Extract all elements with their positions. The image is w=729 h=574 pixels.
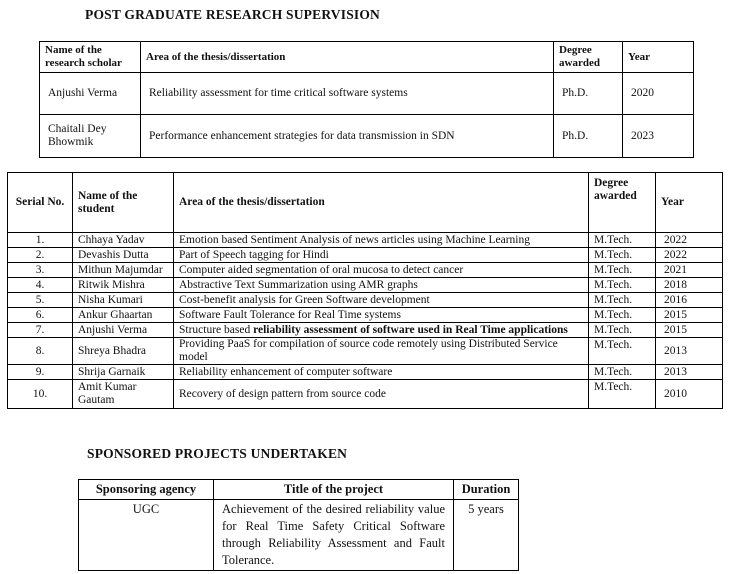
phd-supervision-table <box>39 41 694 158</box>
serial-cell: 10. <box>8 380 73 409</box>
phd-section-heading: POST GRADUATE RESEARCH SUPERVISION <box>85 7 381 22</box>
student-name-cell: Nisha Kumari <box>73 293 174 308</box>
table-row <box>8 380 723 409</box>
thesis-area-cell: Computer aided segmentation of oral mucosa to detect cancer <box>174 263 589 278</box>
degree-cell: M.Tech. <box>589 308 656 323</box>
table-row <box>8 323 723 338</box>
degree-cell: M.Tech. <box>589 293 656 308</box>
table-header-row <box>79 480 519 500</box>
degree-cell: M.Tech. <box>589 278 656 293</box>
serial-cell: 3. <box>8 263 73 278</box>
student-name-col-header: Name of the student <box>73 173 174 233</box>
year-cell: 2015 <box>656 323 723 338</box>
year-cell: 2022 <box>656 233 723 248</box>
scholar-name-col-header: Name of the research scholar <box>40 42 141 73</box>
serial-cell: 5. <box>8 293 73 308</box>
student-name-cell: Chhaya Yadav <box>73 233 174 248</box>
student-name-cell: Ankur Ghaartan <box>73 308 174 323</box>
table-row <box>40 115 694 158</box>
degree-cell: M.Tech. <box>589 233 656 248</box>
thesis-area-text: Structure based <box>179 323 254 336</box>
degree-col-header: Degree awarded <box>554 42 623 73</box>
student-name-cell: Devashis Dutta <box>73 248 174 263</box>
serial-col-header: Serial No. <box>8 173 73 233</box>
thesis-area-cell <box>174 323 589 338</box>
serial-cell: 8. <box>8 338 73 365</box>
year-cell: 2023 <box>623 115 694 158</box>
year-col-header: Year <box>656 173 723 233</box>
project-title-cell: Achievement of the desired reliability value for Real Time Safety Critical Software through Reliability Assessment and Fault Tolerance. <box>214 500 454 571</box>
degree-col-header: Degree awarded <box>589 173 656 233</box>
degree-cell: M.Tech. <box>589 248 656 263</box>
table-row <box>8 233 723 248</box>
year-cell: 2020 <box>623 73 694 115</box>
year-cell: 2015 <box>656 308 723 323</box>
table-row <box>40 73 694 115</box>
thesis-area-cell: Reliability enhancement of computer software <box>174 365 589 380</box>
degree-cell: M.Tech. <box>589 365 656 380</box>
thesis-area-cell: Emotion based Sentiment Analysis of news articles using Machine Learning <box>174 233 589 248</box>
year-cell: 2016 <box>656 293 723 308</box>
thesis-area-cell: Cost-benefit analysis for Green Software development <box>174 293 589 308</box>
degree-cell: M.Tech. <box>589 323 656 338</box>
year-col-header: Year <box>623 42 694 73</box>
agency-cell: UGC <box>79 500 214 571</box>
degree-cell: M.Tech. <box>589 380 656 409</box>
degree-cell: Ph.D. <box>554 115 623 158</box>
mtech-supervision-table <box>7 172 723 409</box>
table-row <box>8 338 723 365</box>
thesis-area-bold-text: reliability assessment of software used in Real Time applications <box>253 323 568 336</box>
student-name-cell: Mithun Majumdar <box>73 263 174 278</box>
table-header-row <box>40 42 694 73</box>
year-cell: 2018 <box>656 278 723 293</box>
thesis-area-col-header: Area of the thesis/dissertation <box>141 42 554 73</box>
year-cell: 2013 <box>656 338 723 365</box>
table-row <box>79 500 519 571</box>
duration-col-header: Duration <box>454 480 519 500</box>
year-cell: 2022 <box>656 248 723 263</box>
serial-cell: 4. <box>8 278 73 293</box>
agency-col-header: Sponsoring agency <box>79 480 214 500</box>
table-row <box>8 365 723 380</box>
degree-cell: Ph.D. <box>554 73 623 115</box>
student-name-cell: Shrija Garnaik <box>73 365 174 380</box>
thesis-area-cell: Software Fault Tolerance for Real Time systems <box>174 308 589 323</box>
table-row <box>8 263 723 278</box>
table-row <box>8 293 723 308</box>
project-title-col-header: Title of the project <box>214 480 454 500</box>
thesis-area-cell: Performance enhancement strategies for data transmission in SDN <box>141 115 554 158</box>
student-name-cell: Anjushi Verma <box>73 323 174 338</box>
table-header-row <box>8 173 723 233</box>
degree-cell: M.Tech. <box>589 263 656 278</box>
duration-cell: 5 years <box>454 500 519 571</box>
serial-cell: 6. <box>8 308 73 323</box>
table-row <box>8 278 723 293</box>
table-row <box>8 308 723 323</box>
student-name-cell: Amit Kumar Gautam <box>73 380 174 409</box>
scholar-name-cell: Anjushi Verma <box>40 73 141 115</box>
thesis-area-cell: Providing PaaS for compilation of source code remotely using Distributed Service model <box>174 338 589 365</box>
serial-cell: 9. <box>8 365 73 380</box>
year-cell: 2013 <box>656 365 723 380</box>
degree-cell: M.Tech. <box>589 338 656 365</box>
thesis-area-cell: Recovery of design pattern from source code <box>174 380 589 409</box>
year-cell: 2021 <box>656 263 723 278</box>
thesis-area-col-header: Area of the thesis/dissertation <box>174 173 589 233</box>
sponsored-projects-table <box>78 479 519 571</box>
year-cell: 2010 <box>656 380 723 409</box>
table-row <box>8 248 723 263</box>
serial-cell: 1. <box>8 233 73 248</box>
serial-cell: 2. <box>8 248 73 263</box>
thesis-area-cell: Part of Speech tagging for Hindi <box>174 248 589 263</box>
scholar-name-cell: Chaitali Dey Bhowmik <box>40 115 141 158</box>
serial-cell: 7. <box>8 323 73 338</box>
student-name-cell: Ritwik Mishra <box>73 278 174 293</box>
student-name-cell: Shreya Bhadra <box>73 338 174 365</box>
projects-section-heading: SPONSORED PROJECTS UNDERTAKEN <box>87 446 348 461</box>
thesis-area-cell: Reliability assessment for time critical software systems <box>141 73 554 115</box>
thesis-area-cell: Abstractive Text Summarization using AMR graphs <box>174 278 589 293</box>
